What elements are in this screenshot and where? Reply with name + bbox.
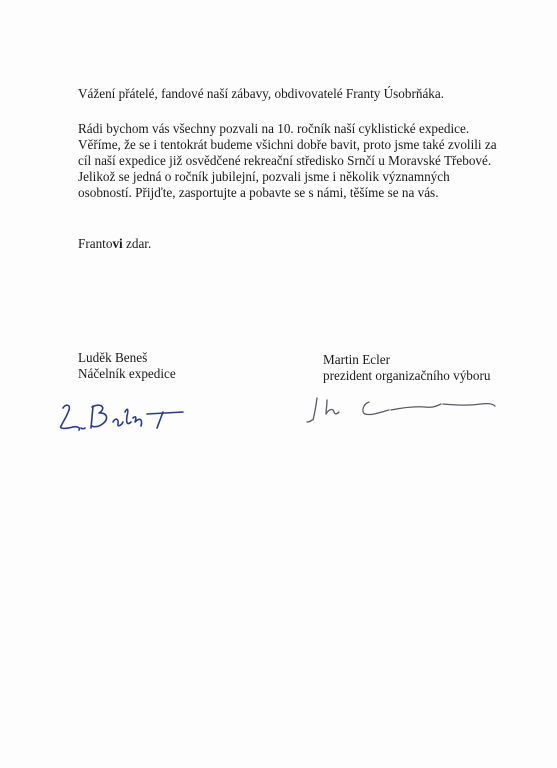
signature-left-icon — [55, 398, 205, 438]
letter-body-line: osobností. Přijďte, zasportujte a pobavte se s námi, těšíme se na vás. — [78, 185, 439, 200]
signatory-left-name: Luděk Beneš — [78, 350, 148, 365]
closing-bold: vi — [112, 236, 123, 251]
letter-closing — [78, 236, 151, 252]
signature-right-icon — [305, 392, 505, 428]
letter-body-line: Věříme, že se i tentokrát budeme všichni dobře bavit, proto jsme také zvolili za — [78, 137, 497, 152]
letter-greeting: Vážení přátelé, fandové naší zábavy, obdivovatelé Franty Úsobrňáka. — [78, 86, 445, 101]
signature-left-strokes — [61, 405, 183, 430]
signature-right-strokes — [307, 398, 495, 422]
letter-body-line: Jelikož se jedná o ročník jubilejní, pozvali jsme i několik významných — [78, 169, 450, 184]
letter-body — [78, 121, 497, 201]
signatory-right-name: Martin Ecler — [323, 352, 391, 367]
signatory-left-role: Náčelník expedice — [78, 366, 176, 381]
closing-suffix: zdar. — [122, 236, 152, 251]
closing-prefix: Franto — [78, 236, 113, 251]
letter-body-line: Rádi bychom vás všechny pozvali na 10. ročník naší cyklistické expedice. — [78, 121, 470, 136]
letter-body-line: cíl naší expedice již osvědčené rekreační středisko Srnčí u Moravské Třebové. — [78, 153, 492, 168]
signatory-right-role: prezident organizačního výboru — [323, 368, 491, 383]
